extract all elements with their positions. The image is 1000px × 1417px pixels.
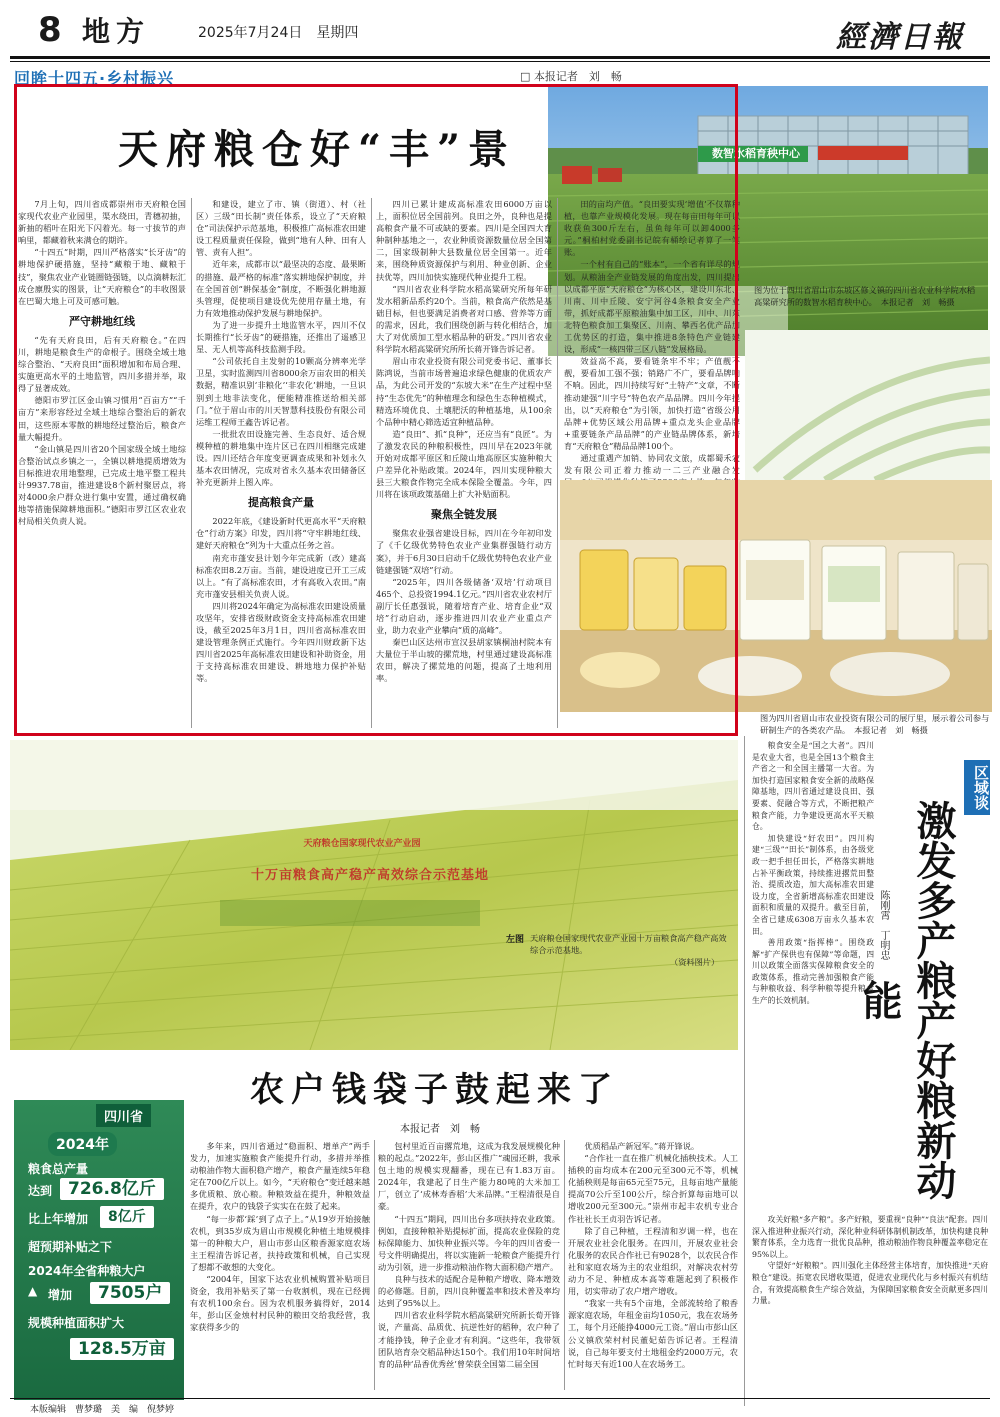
footer-editors: 本版编辑 曹梦璐 美 编 倪梦婷 bbox=[30, 1405, 175, 1415]
paragraph: 加快建设“好农田”。四川构建“三级”“田长”制体系，由各级党政一把手担任田长，严格落实耕地占补平衡政策，持续推进撂荒田整治、提质改造，加大高标准农田建设力度，全省新增高标准农田建设面积和质量的双提升。截至目前，全省已建成6308万亩永久基本农田。 bbox=[752, 833, 874, 936]
paragraph: “四川省农业科学院水稻高粱研究所每年研发水稻新品系约20个。当前，粮食高产依然是基础目标，但也要满足消费者对口感、营养等方面的需求，因此，我们围绕创新与转化相结合，加大了对优质加工型水稻品种的研发。”四川省农业科学院水稻高粱研究所所长蒋开锋告诉记者。 bbox=[376, 283, 552, 355]
column-divider bbox=[557, 198, 558, 728]
paragraph: 四川已累计建成高标准农田6000万亩以上，面积位居全国前列。良田之外，良种也是提高粮食产量不可或缺的要素。四川是全国四大育种制种基地之一，农业种质资源数量位居全国第二，国家级制种大县数量位居全国第一。近年来，围绕种质资源保护与利用、种业创新、企业扶优等，四川加快实施现代种业提升工程。 bbox=[376, 199, 552, 282]
paragraph: 近年来，成都市以“最坚决的态度、最果断的措施、最严格的标准”落实耕地保护制度，并在全国首创“耕保基金”制度，不断强化耕地源头管理，促使项目建设优先使用存量土地，有力有效地推动保护发展与耕地保护。 bbox=[196, 259, 366, 318]
aerial-caption: 天府粮仓国家现代农业产业园十万亩粮食高产稳产高效综合示范基地。 bbox=[530, 933, 727, 955]
paragraph: 2022年底，《建设新时代更高水平“天府粮仓”行动方案》印发，四川将“守牢耕地红线、建好天府粮仓”列为十大重点任务之首。 bbox=[196, 516, 366, 551]
article2-column-3 bbox=[568, 1140, 738, 1395]
stat-label: 超预期补贴之下 bbox=[28, 1240, 113, 1254]
article1-column-3 bbox=[376, 198, 552, 734]
paragraph: “合作社一直在推广机械化插秧技术。人工插秧的亩均成本在200元至300元不等，机械化插秧则是每亩65元至75元，且每亩地产量能提高70公斤至100公斤，综合折算每亩地可以增收200元至300元。”崇州市起丰农机专业合作社社长王贞羽告诉记者。 bbox=[568, 1153, 738, 1224]
terrace-illustration bbox=[745, 330, 990, 480]
column-divider bbox=[371, 198, 372, 728]
paragraph: 效益高不高，要看链条牢不牢；产值靓不靓，要看加工强不强；销路广不广，要看品牌响不响。因此，四川持续写好“土特产”文章，不断推动建强“川字号”特色农产品品牌。四川今年提出，以“天府粮仓”为引领，加快打造“省级公用品牌+优势区域公用品牌+重点龙头企业品牌+重要链条产品品牌”的产业链品牌体系，新培育“天府粮仓”精品品牌100个。 bbox=[564, 356, 740, 451]
header-rule-thin bbox=[10, 61, 990, 62]
photo1-caption: 图为位于四川省眉山市东坡区修文镇的四川省农业科学院水稻高粱研究所的数智水稻育秧中心。 本报记者 刘 畅摄 bbox=[754, 285, 976, 307]
paragraph: 德阳市罗江区金山镇习惯用“百亩方”“千亩方”来形容经过全域土地综合整治后的新农田，这些原本零散的耕地经过整治后，粮食产量大幅提升。 bbox=[18, 395, 186, 442]
paragraph: 守望好“好粮粮”。四川强化主体经营主体培育，加快推进“天府粮仓”建设。拓宽农民增收渠道，促进农业现代化与乡村振兴有机结合，有效提高粮食生产综合效益，为保障国家粮食安全贡献更多四川力量。 bbox=[752, 1261, 988, 1306]
column-divider bbox=[564, 1140, 565, 1390]
stat-prefix: 达到 bbox=[28, 1184, 53, 1198]
paragraph: 和建设，建立了市、镇（街道）、村（社区）三级“田长制”责任体系，设立了“天府粮仓”司法保护示范基地，积极推广高标准农田建设工程质量责任保险，做到“地有人种、田有人管、责有人担”。 bbox=[196, 199, 366, 258]
stat-value-area: 128.5万亩 bbox=[70, 1338, 174, 1360]
paragraph: “金山镇是四川省20个国家级全域土地综合整治试点乡镇之一，全镇以耕地提质增效为目标推进农用地整理，已完成土地平整工程共计9937.78亩，推进建设8个新村聚居点，将对4000余户群众进行集中安置，通过确权确地等措施保障耕地面积。”德阳市罗江区农业农村局相关负责人说。 bbox=[18, 443, 186, 527]
paragraph: 一个村有自己的“账本”，一个省有详尽的规划。从粮油全产业链发展的角度出发，四川提出以成都平原“天府粮仓”为核心区，建设川东北、川南、川中丘陵、安宁河谷4条粮食安全产业带，抓好成都平原粮油集中加工区，川中、川东北特色粮食加工集聚区、川南、攀西名优产品加工优势区的打造，集中推进8条特色产业链建设，形成“一核四带三区八链”发展格局。 bbox=[564, 259, 740, 355]
subheading: 聚焦全链发展 bbox=[431, 508, 497, 522]
article2-headline: 农户钱袋子鼓起来了 bbox=[250, 1070, 619, 1110]
column-kicker: 回眸十四五·乡村振兴 bbox=[14, 69, 175, 88]
top-byline: □ 本报记者 刘 畅 bbox=[520, 70, 622, 83]
stat-label: 规模种植面积扩大 bbox=[28, 1316, 125, 1330]
paragraph: “每一步都‘踩’到了点子上。”从19岁开始接触农机，到35岁成为眉山市规模化种植土地规模排第一的种粮大户，眉山市彭山区粮香源家庭农场主王程清告诉记者，扶持政策和机械，自己实现了想都不敢想的大变化。 bbox=[190, 1213, 370, 1272]
paragraph: “先有天府良田，后有天府粮仓。”在四川，耕地是粮食生产的命根子。围绕全域土地综合整治、“天府良田”面积增加和布局合理、实施更高水平的土地监管，四川多措并举，取得了显著成效。 bbox=[18, 334, 186, 394]
paragraph: 秦巴山区达州市宣汉县胡家镇桐油村院本有大量位于半山坡的摞荒地，村里通过建设高标准农田，解决了摞荒地的问题，提高了土地利用率。 bbox=[376, 637, 552, 684]
stat-value-increase: 8亿斤 bbox=[100, 1206, 154, 1228]
header-rule bbox=[10, 56, 990, 59]
stat-value-farmers: 7505户 bbox=[90, 1282, 170, 1304]
sidebar-author: 陈刚霄 丁明忠 bbox=[878, 890, 889, 960]
footer-rule bbox=[10, 1398, 990, 1399]
aerial-caption-label: 左图 bbox=[506, 935, 525, 945]
paragraph: 造“良田”、抓“良种”，还应当有“良匠”。为了激发农民的种粮积极性，四川早在2023年就开始对成都平原区和丘陵山地高原区实施种粮大户差异化补贴政策。2024年，四川实现种粮大县三大粮食作物完全成本保险全覆盖。今年，四川将在该项政策基础上扩大补贴面积。 bbox=[376, 428, 552, 500]
newspaper-logo: 經濟日報 bbox=[836, 20, 964, 55]
sidebar-body-bottom bbox=[752, 1214, 988, 1402]
paragraph: 聚焦农业强省建设目标，四川在今年初印发了《千亿级优势特色农业产业集群强链行动方案》，并于6月30日启动千亿级优势特色农业产业链建强链“双培”行动。 bbox=[376, 528, 552, 575]
article2-column-1 bbox=[190, 1140, 370, 1395]
paragraph: 优质稻品产新冠军。”蒋开锋说。 bbox=[584, 1141, 700, 1151]
paragraph: “2004年，国家下达农业机械购置补贴项目资金，我用补贴买了第一台收割机，现在已经拥有农机100余台。因为农机服务搞得好，2014年，彭山区金烛村村民种的粮田交给我经营，我家获得多少的 bbox=[190, 1274, 370, 1333]
stat-label: 粮食总产量 bbox=[28, 1162, 89, 1176]
sidebar-body-top bbox=[752, 740, 874, 1210]
subheading: 严守耕地红线 bbox=[69, 314, 135, 328]
products-photo bbox=[560, 480, 992, 712]
stat-prefix: 增加 bbox=[48, 1288, 73, 1302]
stats-region: 四川省 bbox=[96, 1104, 151, 1127]
stat-label: 比上年增加 bbox=[28, 1212, 89, 1226]
aerial-caption-source: （资料图片） bbox=[670, 957, 720, 967]
stat-label: 2024年全省种粮大户 bbox=[28, 1264, 146, 1278]
page-number: 8 bbox=[38, 10, 62, 50]
stat-value-output: 726.8亿斤 bbox=[60, 1178, 164, 1200]
paragraph: “2025年，四川各级储备‘双培’行动项目465个、总投资1994.1亿元。”四川省农业农村厅副厅长任惠强说，随着培育产业、培育企业“双培”行动启动，逐步推进四川农业产业重点产业，助力农业产业攀向“质的高峰”。 bbox=[376, 576, 552, 636]
paragraph: 为了进一步提升土地监管水平，四川不仅长期推行“长牙齿”的硬措施，还推出了遥感卫星、无人机等高科技监测手段。 bbox=[196, 319, 366, 355]
field-sign-line2: 十万亩粮食高产稳产高效综合示范基地 bbox=[250, 868, 489, 883]
paragraph: 通过重遇产加销、协同农文旅，成都蜀禾农发有限公司正着力推动一二三产业融合发 bbox=[564, 452, 740, 476]
paragraph: “十四五”期间，四川出台多项扶持农业政策。例如，直接种粮补贴提标扩面，提高农业保险的竞标保障能力、加快种业振兴等。今年的四川省委一号文件明确提出，将以实施新一轮粮食产能提升行动为引领，进一步推动粮油作物大面积稳产增产。 bbox=[378, 1213, 560, 1272]
issue-date: 2025年7月24日 星期四 bbox=[198, 25, 359, 41]
paragraph: “我家一共有5个亩地，全部流转给了粮香源家庭农场，年租金亩均1050元，我在农场务工，每个月还能挣4000元工资。”眉山市彭山区公义镇欣荣村村民董妃茹告诉记者。王程清说，自己每年要支付土地租金约2000万元，农忙时每天有近100人在农场务工。 bbox=[568, 1298, 738, 1369]
sidebar-tag: 区域谈 bbox=[964, 760, 990, 815]
paragraph: 眉山市农业投资有限公司党委书记、董事长陈鸿说，当前市场普遍追求绿色健康的优质农产品，为此公司开发的“东坡大米”在生产过程中坚持“生态优先”的种植理念和绿色生态种植模式，精选环境优良、土壤肥沃的种植基地，从100余个品种中精心筛选适宜种植品种。 bbox=[376, 356, 552, 427]
paragraph: 南充市蓬安县计划今年完成新（改）建高标准农田8.2万亩。当前，建设进度已开工三成以上。“有了高标准农田，才有高收入农田。”南充市蓬安县相关负责人说。 bbox=[196, 552, 366, 599]
article1-column-2 bbox=[196, 198, 366, 734]
column-divider bbox=[191, 198, 192, 728]
paragraph: 多年来，四川省通过“稳面积、增单产”两手发力，加速实施粮食产能提升行动，多措并举推动粮油作物大面积稳产增产，粮食产量连续5年稳定在700亿斤以上。如今，“天府粮仓”变迁越来越多优质粮、放心粮。种粮效益在提升，种粮效益在提升，农户的钱袋子实实在在鼓了起来。 bbox=[190, 1141, 370, 1212]
paragraph: “公司依托自主发射的10颗高分辨率光学卫星，实时监测四川省8000余万亩农田的相关数据，精准识别‘非粮化’‘非农化’耕地，一旦识别到土地非法变化，便能精准推送给相关部门。”位于眉山市的川天智慧科技股份有限公司运维工程师王鑫告诉记者。 bbox=[196, 356, 366, 427]
aerial-field-photo bbox=[10, 740, 738, 1050]
paragraph: 除了自己种植，王程清和岁调一样，也在开展农业社会化服务。在四川，开展农业社会化服务的农民合作社已有9028个，以农民合作社和家庭农场为主的农业组织，对解决农村劳动力不足、种植成本高等难题起到了积极作用，切实带动了农户增产增收。 bbox=[568, 1225, 738, 1297]
article-headline: 天府粮仓好“丰”景 bbox=[118, 126, 517, 173]
section-name: 地方 bbox=[82, 15, 151, 48]
article2-column-2 bbox=[378, 1140, 560, 1395]
arrow-up-icon: ▲ bbox=[28, 1284, 38, 1298]
paragraph: 粮食安全是“国之大者”。四川是农业大省，也是全国13个粮食主产省之一和全国主播第一大省。为加快打造国家粮食安全新的战略保障基地，四川省通过建设良田、强要素、促融合等方式，不断把粮产粮食产能，力争建设更高水平天粮仓。 bbox=[752, 741, 874, 832]
stats-panel bbox=[14, 1100, 184, 1400]
paragraph: “十四五”时期，四川严格落实“长牙齿”的耕地保护硬措施，坚持“藏粮于地、藏粮于技”，聚焦农业产业链圈链强链，以点滴耕耘汇成仓廪殷实的图景，让“天府粮仓”的丰收图景在巴蜀大地上可及可感可触。 bbox=[18, 247, 186, 306]
paragraph: 善用政策“指挥棒”。围绕政解“扩产保供也有保障”等命题，四川以政策全面落实保障粮食安全的政策体系，推动完善加强粮食产能与种粮收益、科学种粮等提升粮食生产的长效机制。 bbox=[752, 938, 874, 1006]
stats-year: 2024年 bbox=[48, 1132, 117, 1156]
article1-column-1 bbox=[18, 198, 186, 734]
paragraph: 7月上旬，四川省成都崇州市天府粮仓国家现代农业产业园里，渠水绕田，青穗初抽，新抽的稻叶在阳光下闪着光。每一寸拔节的声响里，都藏着秋来满仓的期许。 bbox=[18, 199, 186, 246]
field-sign-line1: 天府粮仓国家现代农业产业园 bbox=[303, 839, 421, 849]
article2-byline: 本报记者 刘 畅 bbox=[400, 1124, 480, 1135]
paragraph: 田的亩均产值。“良田要实现‘增值’不仅靠种植，也靠产业规模化发展。现在每亩田每年可以收获鱼300斤左右，虽鱼每年可以卸4000多元。”桐柏村党委副书记皖有桶绘记者算了一笔账。 bbox=[564, 199, 740, 258]
paragraph: 良种与技术的适配合是种粮产增收、降本增效的必修题。目前，四川良种覆盖率和技术普及率均达到了95%以上。 bbox=[378, 1274, 560, 1309]
paragraph: 四川省农业科学院水稻高粱研究所新长荀开锋说，产量高、品质优、抗逆性好的稻种，农户种了才能挣钱，种子企业才有利润。“这些年，我带领团队培育杂交稻品种达150个。我们用10年时间培育的品种‘品香优秀丝’曾荣获全国第二届全国 bbox=[378, 1310, 560, 1369]
photo2-caption: 图为四川省眉山市农业投资有限公司的展厅里，展示着公司参与研制生产的各类农产品。 本报记者 刘 畅摄 bbox=[760, 713, 990, 735]
paragraph: 包村里近百亩撂荒地，这成为我发展规模化种粮的起点。”2022年，彭山区推广“魂园还耕，我承包土地的规模实现翻番，现在已有1.83万亩。2024年，我建起了日生产能力80吨的大米加工厂，创立了‘成林寿香稻’大米品牌。”王程清很是自豪。 bbox=[378, 1141, 560, 1212]
greenhouse-sign: 数智水稻育秧中心 bbox=[712, 147, 800, 160]
paragraph: 一批批农田设施完善、生态良好、适合规模种植的耕地集中连片区已在四川相继完成建设。四川还结合年度变更调查成果和补划永久基本农田情况，完成对省永久基本农田储备区补充更新并上图入库。 bbox=[196, 428, 366, 488]
subheading: 提高粮食产量 bbox=[248, 496, 314, 510]
column-divider bbox=[374, 1140, 375, 1390]
paragraph: 攻关好粮“多产粮”。多产好粮，要重视“良种”“良法”配套。四川深入推进种业振兴行动，深化种业科研体制机制改革，加快构建良种繁育体系，全力选育一批优良品种，推动粮油作物良种覆盖率稳定在95%以上。 bbox=[752, 1215, 988, 1259]
paragraph: 四川将2024年确定为高标准农田建设质量攻坚年，安排省级财政资金支持高标准农田建设，截至2025年3月1日，四川省高标准农田建设管理条例正式施行。今年四川财政新下达四川省2025年高标准农田建设和补助资金，用于支持高标准农田建设、耕地地力保护补贴等。 bbox=[196, 600, 366, 684]
sidebar-headline: 激发多产粮产好粮新动能 bbox=[856, 800, 957, 1200]
